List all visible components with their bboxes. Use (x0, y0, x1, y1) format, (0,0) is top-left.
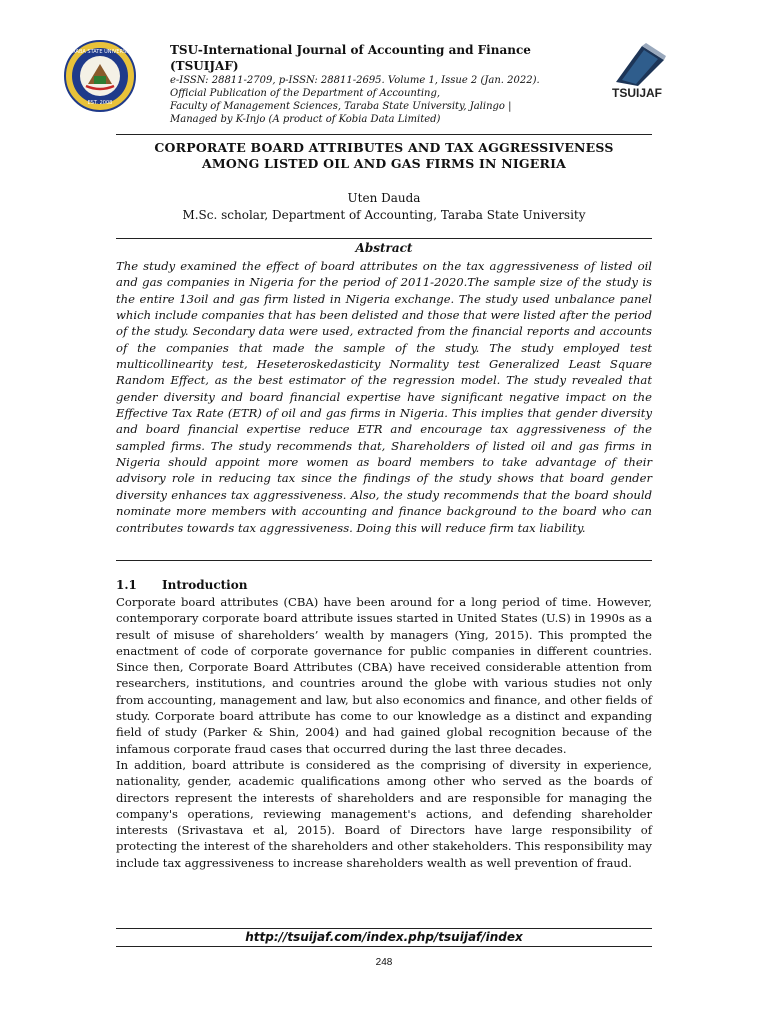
author-name: Uten Dauda (347, 191, 421, 205)
author-affiliation: M.Sc. scholar, Department of Accounting, Taraba State University (182, 208, 586, 222)
section-title: Introduction (162, 578, 248, 592)
journal-title: TSU-International Journal of Accounting and Finance (TSUIJAF) (170, 43, 531, 73)
section-heading (116, 577, 652, 593)
abstract-bottom-divider (116, 560, 652, 561)
introduction-body (116, 594, 652, 871)
introduction-paragraph-2: In addition, board attribute is considered as the comprising of diversity in experience, nationality, gender, academic qualifications among other who served as the boards of directors represent the interests of shareholders and are responsible for managing the company's operations, reviewing management's actions, and defending shareholder interests (Srivastava et al, 2015). Board of Directors have large responsibility of protecting the interest of the shareholders and other stakeholders. This responsibility may include tax aggressiveness to increase shareholders wealth as well prevention of fraud. (116, 757, 652, 870)
svg-text:EST. 2008: EST. 2008 (87, 100, 113, 106)
abstract-heading: Abstract (355, 241, 413, 255)
author-block (116, 190, 652, 224)
paper-title-line-2: AMONG LISTED OIL AND GAS FIRMS IN NIGERIA (201, 156, 567, 171)
introduction-paragraph-1: Corporate board attributes (CBA) have been around for a long period of time. However, contemporary corporate board attribute issues started in United States (U.S) in 1990s as a result of misuse of shareholders’ wealth by managers (Ying, 2015). This prompted the enactment of code of corporate governance for public companies in different countries. Since then, Corporate Board Attributes (CBA) have received considerable attention from researchers, institutions, and countries around the globe with various studies not only from accounting, management and law, but also economics and finance, and other fields of study. Corporate board attribute has come to our knowledge as a distinct and expanding field of study (Parker & Shin, 2004) and had gained global recognition because of the infamous corporate fraud cases that occurred during the last three decades. (116, 595, 652, 756)
book-icon (602, 42, 678, 86)
publication-line: Official Publication of the Department of Accounting, (170, 88, 441, 99)
paper-title-line-1: CORPORATE BOARD ATTRIBUTES AND TAX AGGRESSIVENESS (154, 140, 614, 155)
journal-logo-text: TSUIJAF (612, 86, 663, 100)
abstract-top-divider (116, 238, 652, 239)
abstract-text: The study examined the effect of board attributes on the tax aggressiveness of listed oil and gas companies in Nigeria for the period of 2011-2020.The sample size of the study is the entire 13oil and gas firm listed in Nigeria exchange. The study used unbalance panel which include companies that has been delisted and those that were listed after the period of the study. Secondary data were used, extracted from the financial reports and accounts of the companies that made the sample of the study. The study employed test multicollinearity test, Heseteroskedasticity Normality test Generalized Least Square Random Effect, as the best estimator of the regression model. The study revealed that gender diversity and board financial expertise have significant negative impact on the Effective Tax Rate (ETR) of oil and gas firms in Nigeria. This implies that gender diversity and board financial expertise reduce ETR and encourage tax aggressiveness of the sampled firms. The study recommends that, Shareholders of listed oil and gas firms in Nigeria should appoint more women as board members to take advantage of their advisory role in reducing tax since the findings of the study shows that board gender diversity enhances tax aggressiveness. Also, the study recommends that the board should nominate more members with accounting and finance background to the board who can contributes towards tax aggressiveness. Doing this will reduce firm tax liability. (116, 259, 652, 535)
issn-line: e-ISSN: 28811-2709, p-ISSN: 28811-2695. Volume 1, Issue 2 (Jan. 2022). (170, 75, 540, 86)
journal-logo (602, 42, 678, 108)
journal-header (170, 42, 600, 126)
section-number: 1.1 (116, 578, 137, 592)
university-seal-logo (64, 40, 136, 112)
page-number: 248 (375, 957, 393, 968)
header-divider (116, 134, 652, 135)
faculty-line: Faculty of Management Sciences, Taraba State University, Jalingo | (170, 101, 512, 112)
svg-text:TARABA STATE UNIVERSITY: TARABA STATE UNIVERSITY (66, 49, 134, 55)
footer-bottom-divider (116, 946, 652, 947)
managed-by-line: Managed by K-Injo (A product of Kobia Data Limited) (170, 114, 441, 125)
journal-url-link[interactable]: http://tsuijaf.com/index.php/tsuijaf/index (245, 930, 523, 944)
paper-title (116, 140, 652, 172)
